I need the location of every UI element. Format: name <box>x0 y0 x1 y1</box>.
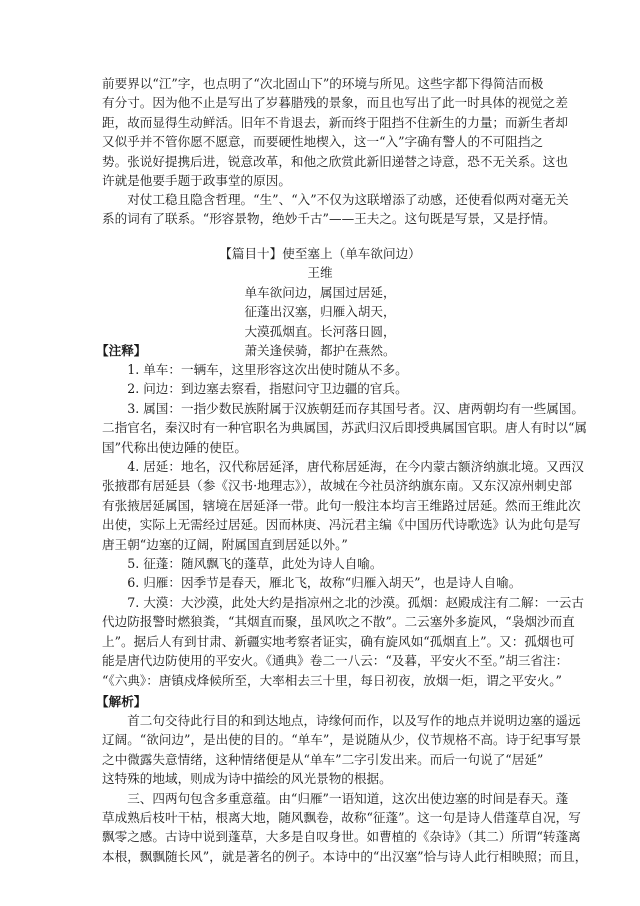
text-line: 又似乎并不管你愿不愿意，而要硬性地楔入，这一“入”字确有警人的不可阻挡之 <box>102 134 544 150</box>
note-line: 唐王朝“边塞的辽阔，附属国直到居延以外。” <box>102 536 348 552</box>
analysis-heading: 【解析】 <box>96 694 147 709</box>
analysis-line: 辽阔。“欲问边”，是出使的目的。“单车”，是说随从少，仪节规格不高。诗于纪事写景 <box>102 732 582 748</box>
notes-heading: 【注释】 <box>96 343 147 358</box>
analysis-line: 这特殊的地域，则成为诗中描绘的风光景物的根据。 <box>102 771 392 787</box>
analysis-line: 飘零之感。古诗中说到蓬草，大多是自叹身世。如曹植的《杂诗》（其二）所谓“转蓬离 <box>102 829 581 845</box>
note-line: 1. 单车：一辆车，这里形容这次出使时随从不多。 <box>102 362 408 377</box>
text-line: 势。张说好提携后进，锐意改革，和他之欣赏此新旧递替之诗意，恐不无关系。这也 <box>102 153 568 169</box>
poem-line: 大漠孤烟直。长河落日圆， <box>244 323 396 339</box>
note-line: 张掖郡有居延县（参《汉书·地理志》），故城在今社员济纳旗东南。又东汉凉州刺史部 <box>102 478 572 494</box>
note-line: 5. 征蓬：随风飘飞的蓬草，此处为诗人自喻。 <box>102 556 383 572</box>
intro-paragraph-2 <box>102 190 569 229</box>
note-line: 有张掖居延属国，辖境在居延泽一带。此句一般注本均言王维路过居延。然而王维此次 <box>102 497 581 513</box>
text-line: 系的词有了联系。“形容景物，绝妙千古”——王夫之。这句既是写景，又是抒情。 <box>102 211 556 227</box>
text-line: 距，故而显得生动鲜活。旧年不肯退去，新而终于阻挡不住新生的力量；而新生者却 <box>102 114 568 130</box>
poem-author: 王维 <box>307 265 333 281</box>
intro-paragraph <box>102 74 568 190</box>
note-line: 3. 属国：一指少数民族附属于汉族朝廷而存其国号者。汉、唐两朝均有一些属国。 <box>102 400 584 416</box>
note-line: 6. 归雁：因季节是春天，雁北飞，故称“归雁入胡天”，也是诗人自喻。 <box>102 575 522 591</box>
poem-line: 单车欲问边，属国过居延， <box>244 284 396 300</box>
note-line: 二指官名，秦汉时有一种官职名为典属国，苏武归汉后即授典属国官职。唐人有时以“属 <box>102 420 588 436</box>
analysis-line: 草成熟后枝叶干枯，根离大地，随风飘卷，故称“征蓬”。这一句是诗人借蓬草自况，写 <box>102 810 581 826</box>
notes-list <box>102 360 588 690</box>
analysis-line: 之中微露失意情绪，这种情绪便是从“单车”二字引发出来。而后一句说了“居延” <box>102 751 544 767</box>
poem-title: 【篇目十】使至塞上（单车欲问边） <box>219 246 421 261</box>
analysis-line: 首二句交待此行目的和到达地点，诗缘何而作，以及写作的地点并说明边塞的遥远 <box>102 713 581 728</box>
note-line: 2. 问边：到边塞去察看，指慰问守卫边疆的官兵。 <box>102 381 408 397</box>
note-line: 7. 大漠：大沙漠，此处大约是指凉州之北的沙漠。孤烟：赵殿成注有二解：一云古 <box>102 594 584 610</box>
analysis-line: 本根，飘飘随长风”，就是著名的例子。本诗中的“出汉塞”恰与诗人此行相映照；而且， <box>102 848 588 864</box>
note-line: 上”。据后人有到甘肃、新疆实地考察者证实，确有旋风如“孤烟直上”。又：孤烟也可 <box>102 633 575 649</box>
poem-line: 征蓬出汉塞，归雁入胡天， <box>244 304 396 320</box>
text-line: 有分寸。因为他不止是写出了岁暮腊残的景象，而且也写出了此一时具体的视觉之差 <box>102 95 568 111</box>
note-line: 国”代称出使边陲的使臣。 <box>102 439 247 455</box>
text-line: 前要界以“江”字，也点明了“次北固山下”的环境与所见。这些字都下得简洁而极 <box>102 76 544 91</box>
note-line: 4. 居延：地名，汉代称居延泽，唐代称居延海，在今内蒙古额济纳旗北境。又西汉 <box>102 459 584 475</box>
analysis-paragraph <box>102 711 588 866</box>
note-line: 代边防报警时燃狼粪，“其烟直而聚，虽风吹之不散”。二云塞外多旋风，“袅烟沙而直 <box>102 614 575 630</box>
poem-line: 萧关逢侯骑，都护在燕然。 <box>244 343 396 359</box>
note-line: 能是唐代边防使用的平安火。《通典》卷二一八云：“及暮，平安火不至。”胡三省注： <box>102 653 569 669</box>
analysis-line: 三、四两句包含多重意蕴。由“归雁”一语知道，这次出使边塞的时间是春天。蓬 <box>102 790 569 806</box>
text-line: 对仗工稳且隐含哲理。“生”、“入”不仅为这联增添了动感，还使看似两对毫无关 <box>102 192 569 207</box>
note-line: 出使，实际上无需经过居延。因而林庚、冯沅君主编《中国历代诗歌选》认为此句是写 <box>102 517 581 533</box>
note-line: “《六典》：唐镇戍烽候所至，大率相去三十里，每日初夜，放烟一炬，谓之平安火。” <box>102 672 562 688</box>
text-line: 许就是他要手题于政事堂的原因。 <box>102 173 291 189</box>
